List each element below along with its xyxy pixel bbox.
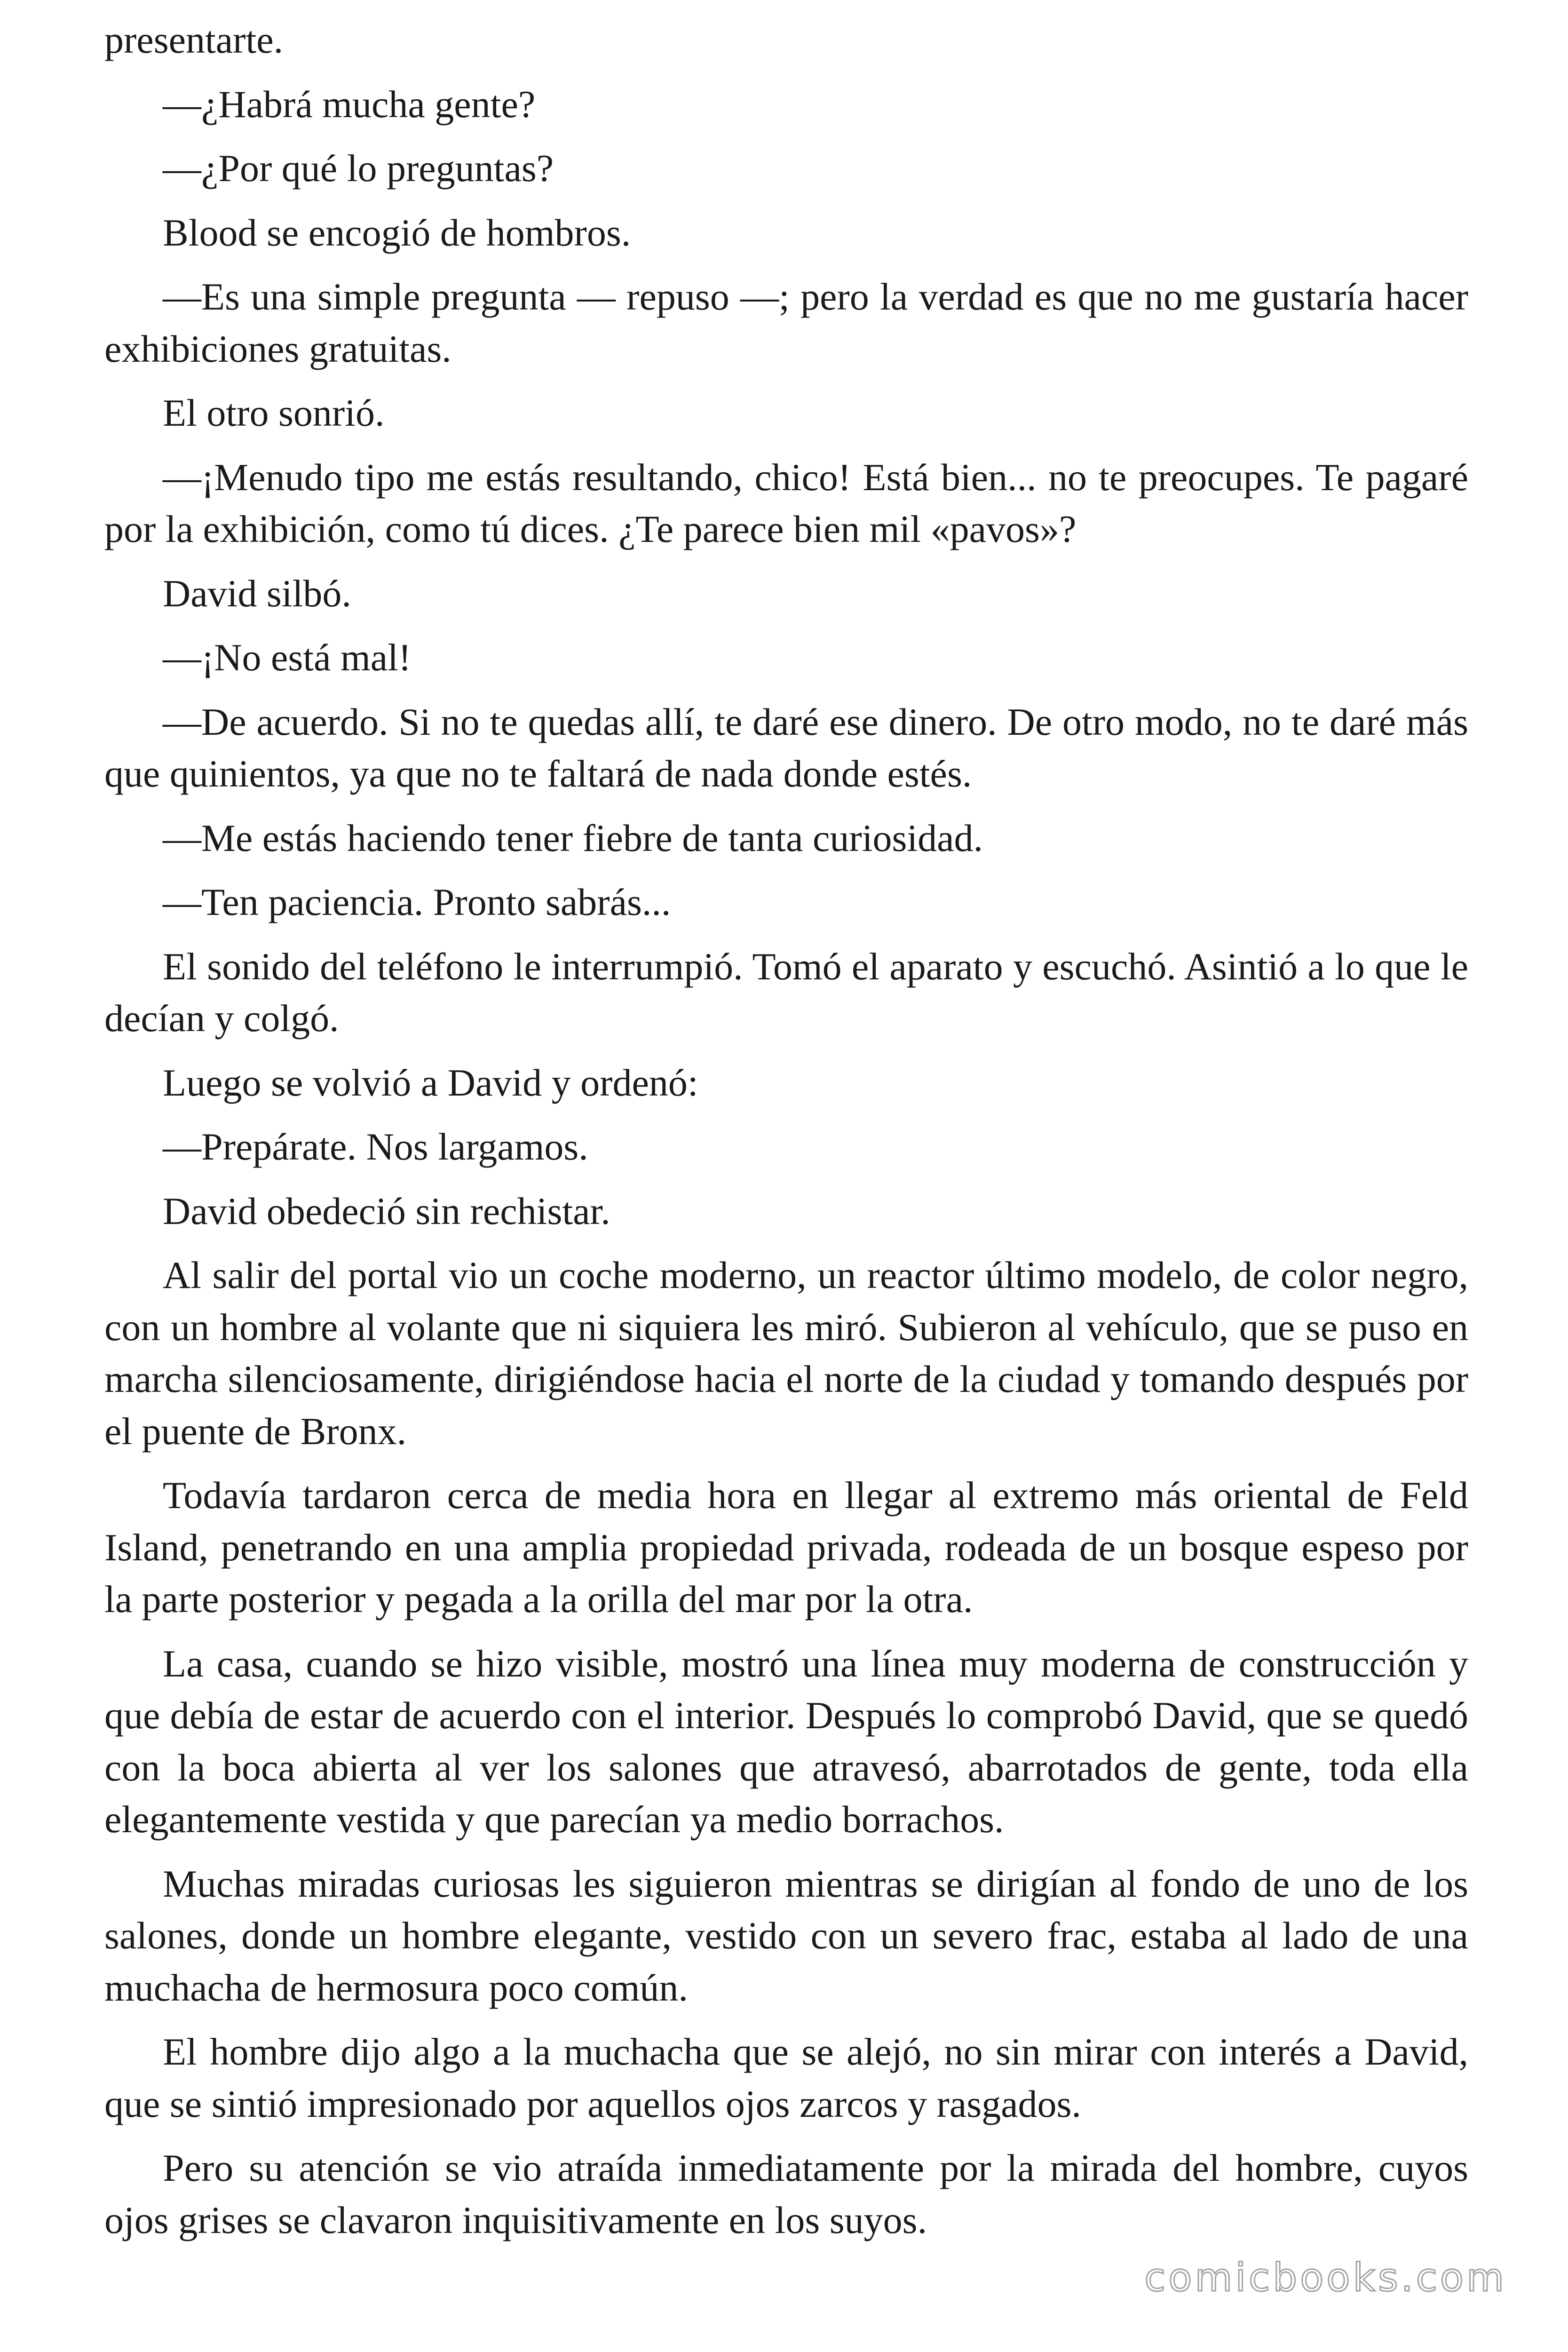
paragraph: Muchas miradas curiosas les siguieron mientras se dirigían al fondo de uno de los salones, donde un hombre elegante, vestido con un severo frac, estaba al lado de una muchacha de hermosura poco común. xyxy=(104,1862,1468,2009)
paragraph: Al salir del portal vio un coche moderno, un reactor último modelo, de color negro, con un hombre al volante que ni siquiera les miró. Subieron al vehículo, que se puso en marcha silenciosamente, dirigiéndose hacia el norte de la ciudad y tomando después por el puente de Bronx. xyxy=(104,1254,1468,1453)
paragraph: —¡No está mal! xyxy=(163,636,412,679)
body-text xyxy=(104,14,1468,2258)
paragraph: —¿Por qué lo preguntas? xyxy=(163,147,554,190)
paragraph: Luego se volvió a David y ordenó: xyxy=(163,1061,698,1104)
paragraph: —Ten paciencia. Pronto sabrás... xyxy=(163,881,671,923)
paragraph: David obedeció sin rechistar. xyxy=(163,1189,610,1232)
watermark: comicbooks.com xyxy=(1144,2256,1507,2300)
paragraph: El hombre dijo algo a la muchacha que se alejó, no sin mirar con interés a David, que se sintió impresionado por aquellos ojos zarcos y rasgados. xyxy=(104,2030,1468,2125)
paragraph: —¡Menudo tipo me estás resultando, chico! Está bien... no te preocupes. Te pagaré por la exhibición, como tú dices. ¿Te parece bien mil «pavos»? xyxy=(104,455,1468,550)
paragraph: La casa, cuando se hizo visible, mostró una línea muy moderna de construcción y que debía de estar de acuerdo con el interior. Después lo comprobó David, que se quedó con la boca abierta al ver los salones que atravesó, abarrotados de gente, toda ella elegantemente vestida y que parecían ya medio borrachos. xyxy=(104,1642,1468,1841)
paragraph: El sonido del teléfono le interrumpió. Tomó el aparato y escuchó. Asintió a lo que le decían y colgó. xyxy=(104,945,1468,1040)
paragraph: —Me estás haciendo tener fiebre de tanta curiosidad. xyxy=(163,816,983,859)
paragraph: Todavía tardaron cerca de media hora en llegar al extremo más oriental de Feld Island, penetrando en una amplia propiedad privada, rodeada de un bosque espeso por la parte posterior y pegada a la orilla del mar por la otra. xyxy=(104,1474,1468,1621)
paragraph: —Es una simple pregunta — repuso —; pero la verdad es que no me gustaría hacer exhibiciones gratuitas. xyxy=(104,275,1468,370)
paragraph: El otro sonrió. xyxy=(163,391,385,434)
paragraph: —De acuerdo. Si no te quedas allí, te daré ese dinero. De otro modo, no te daré más que quinientos, ya que no te faltará de nada donde estés. xyxy=(104,700,1468,795)
paragraph: Blood se encogió de hombros. xyxy=(163,211,631,254)
paragraph: presentarte. xyxy=(104,18,284,61)
paragraph: David silbó. xyxy=(163,572,351,615)
paragraph: Pero su atención se vio atraída inmediatamente por la mirada del hombre, cuyos ojos grises se clavaron inquisitivamente en los suyos. xyxy=(104,2146,1468,2241)
paragraph: —¿Habrá mucha gente? xyxy=(163,82,536,126)
paragraph: —Prepárate. Nos largamos. xyxy=(163,1125,588,1168)
